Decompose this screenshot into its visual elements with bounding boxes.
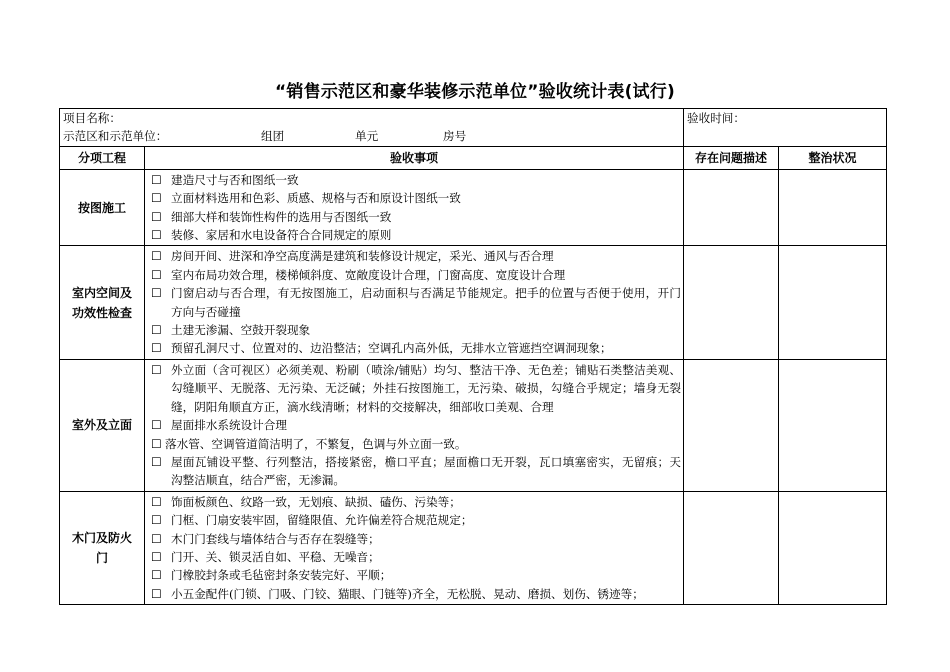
inspection-time-cell (684, 109, 887, 147)
items-cell (145, 246, 684, 359)
building-unit-label: 单元 (355, 129, 379, 144)
check-item (151, 171, 681, 189)
issues-cell[interactable] (684, 491, 779, 604)
issues-cell[interactable] (684, 169, 779, 246)
issues-cell[interactable] (684, 246, 779, 359)
checkbox-icon[interactable]: ☐ (151, 209, 162, 224)
check-item (151, 247, 681, 265)
checkbox-icon[interactable]: ☐ (151, 249, 162, 264)
checkbox-icon[interactable]: ☐ (151, 341, 162, 356)
rectification-cell[interactable] (779, 491, 887, 604)
header-rectification: 整治状况 (779, 146, 887, 169)
category-cell (60, 491, 145, 604)
checkbox-icon[interactable]: ☐ (151, 454, 162, 469)
project-info-cell (60, 109, 684, 147)
check-item (151, 493, 681, 511)
inspection-time-label: 验收时间： (687, 111, 745, 125)
checkbox-icon[interactable]: ☐ (151, 172, 162, 187)
check-item-text: 门窗启动与否合理，有无按图施工，启动面积与否满足节能规定。把手的位置与否便于使用，开门方向与否碰撞 (171, 286, 682, 319)
check-item (151, 585, 681, 603)
check-item-text: 小五金配件(门锁、门吸、门铰、猫眼、门链等)齐全，无松脱、晃动、磨损、划伤、锈迹等； (171, 586, 644, 601)
check-item (151, 339, 681, 357)
category-cell (60, 169, 145, 246)
checkbox-icon[interactable]: ☐ (151, 586, 162, 601)
project-name-row (63, 109, 680, 127)
check-item (151, 530, 681, 548)
check-item (151, 266, 681, 284)
checkbox-icon[interactable]: ☐ (151, 494, 162, 509)
check-item (151, 566, 681, 584)
checkbox-icon[interactable]: ☐ (151, 323, 162, 338)
check-item-text: 屋面排水系统设计合理 (171, 418, 287, 433)
header-items: 验收事项 (145, 146, 684, 169)
check-item-text: 细部大样和装饰性构件的选用与否图纸一致 (171, 209, 392, 224)
check-item (151, 416, 681, 434)
info-row (60, 109, 887, 147)
items-cell (145, 169, 684, 246)
section-row (60, 246, 887, 359)
category-cell (60, 246, 145, 359)
section-row (60, 169, 887, 246)
check-item-text: 房间开间、进深和净空高度满是建筑和装修设计规定，采光、通风与否合理 (171, 249, 554, 264)
check-item-text: 外立面（含可视区）必须美观、粉刷（喷涂/铺贴）均匀、整洁干净、无色差；铺贴石类整洁美观、勾缝顺平、无脱落、无污染、无泛碱；外挂石按图施工，无污染、破损，勾缝合乎规定；墙身无裂缝，阴阳角顺直方正，滴水线清晰；材料的交接解决，细部收口美观、合理 (171, 362, 682, 414)
category-label-line: 室内空间及 (71, 285, 132, 300)
section-row (60, 491, 887, 604)
category-label-line: 木门及防火 (71, 530, 132, 545)
items-cell (145, 491, 684, 604)
check-item (151, 511, 681, 529)
project-name-label: 项目名称： (63, 111, 121, 125)
rectification-cell[interactable] (779, 169, 887, 246)
check-item-text: 饰面板颜色、纹路一致，无划痕、缺损、磕伤、污染等； (171, 494, 461, 509)
checkbox-icon[interactable]: ☐ (151, 286, 162, 301)
category-cell (60, 359, 145, 491)
rectification-cell[interactable] (779, 359, 887, 491)
check-item (151, 361, 681, 416)
check-item-text: 门框、门扇安装牢固，留缝限值、允许偏差符合规范规定； (171, 513, 473, 528)
items-cell (145, 359, 684, 491)
check-item-text: 装修、家居和水电设备符合合同规定的原则 (171, 228, 392, 243)
checkbox-icon[interactable]: ☐ (151, 267, 162, 282)
check-item (151, 435, 681, 453)
checkbox-icon[interactable]: ☐ (151, 531, 162, 546)
check-item (151, 226, 681, 244)
check-item-text: 木门门套线与墙体结合与否存在裂缝等； (171, 531, 380, 546)
issues-cell[interactable] (684, 359, 779, 491)
check-item (151, 548, 681, 566)
checkbox-icon[interactable]: ☐ (151, 513, 162, 528)
checkbox-icon[interactable]: ☐ (151, 568, 162, 583)
check-item (151, 284, 681, 321)
category-label-line: 功效性检查 (71, 305, 132, 320)
check-item-text: 室内布局功效合理，楼梯倾斜度、宽敞度设计合理，门窗高度、宽度设计合理 (171, 267, 566, 282)
check-item (151, 208, 681, 226)
room-label: 房号 (443, 129, 467, 144)
category-label-line: 门 (95, 550, 108, 565)
check-item-text: 预留孔洞尺寸、位置对的、边沿整洁；空调孔内高外低，无排水立管遮挡空调洞现象； (171, 341, 612, 356)
checkbox-icon[interactable]: ☐ (151, 362, 162, 377)
check-item-text: 门开、关、锁灵活自如、平稳、无噪音； (171, 549, 380, 564)
check-item-text: 屋面瓦铺设平整、行列整洁，搭接紧密，檐口平直；屋面檐口无开裂，瓦口填塞密实，无留痕；天沟整洁顺直，结合严密，无渗漏。 (171, 454, 682, 488)
header-category: 分项工程 (60, 146, 145, 169)
section-row (60, 359, 887, 491)
check-item-text: 土建无渗漏、空鼓开裂现象 (171, 323, 311, 338)
rectification-cell[interactable] (779, 246, 887, 359)
unit-label: 示范区和示范单位： (63, 129, 168, 144)
checkbox-icon[interactable]: ☐ (151, 549, 162, 564)
category-label: 室外及立面 (71, 418, 132, 433)
check-item-text: 立面材料选用和色彩、质感、规格与否和原设计图纸一致 (171, 191, 461, 206)
group-label: 组团 (261, 129, 285, 144)
category-label: 按图施工 (77, 200, 126, 215)
checkbox-icon[interactable]: ☐ (151, 436, 162, 451)
header-issues: 存在问题描述 (684, 146, 779, 169)
header-row (60, 146, 887, 169)
unit-row (63, 127, 680, 145)
check-item (151, 321, 681, 339)
check-item-text: 门橡胶封条或毛毡密封条安装完好、平顺； (171, 568, 392, 583)
checkbox-icon[interactable]: ☐ (151, 228, 162, 243)
check-item-text: 落水管、空调管道简洁明了，不繁复，色调与外立面一致。 (165, 436, 467, 451)
page-title: “销售示范区和豪华装修示范单位”验收统计表(试行) (275, 82, 675, 102)
check-item (151, 453, 681, 490)
acceptance-table (59, 108, 887, 605)
check-item-text: 建造尺寸与否和图纸一致 (171, 172, 299, 187)
checkbox-icon[interactable]: ☐ (151, 418, 162, 433)
check-item (151, 189, 681, 207)
checkbox-icon[interactable]: ☐ (151, 191, 162, 206)
